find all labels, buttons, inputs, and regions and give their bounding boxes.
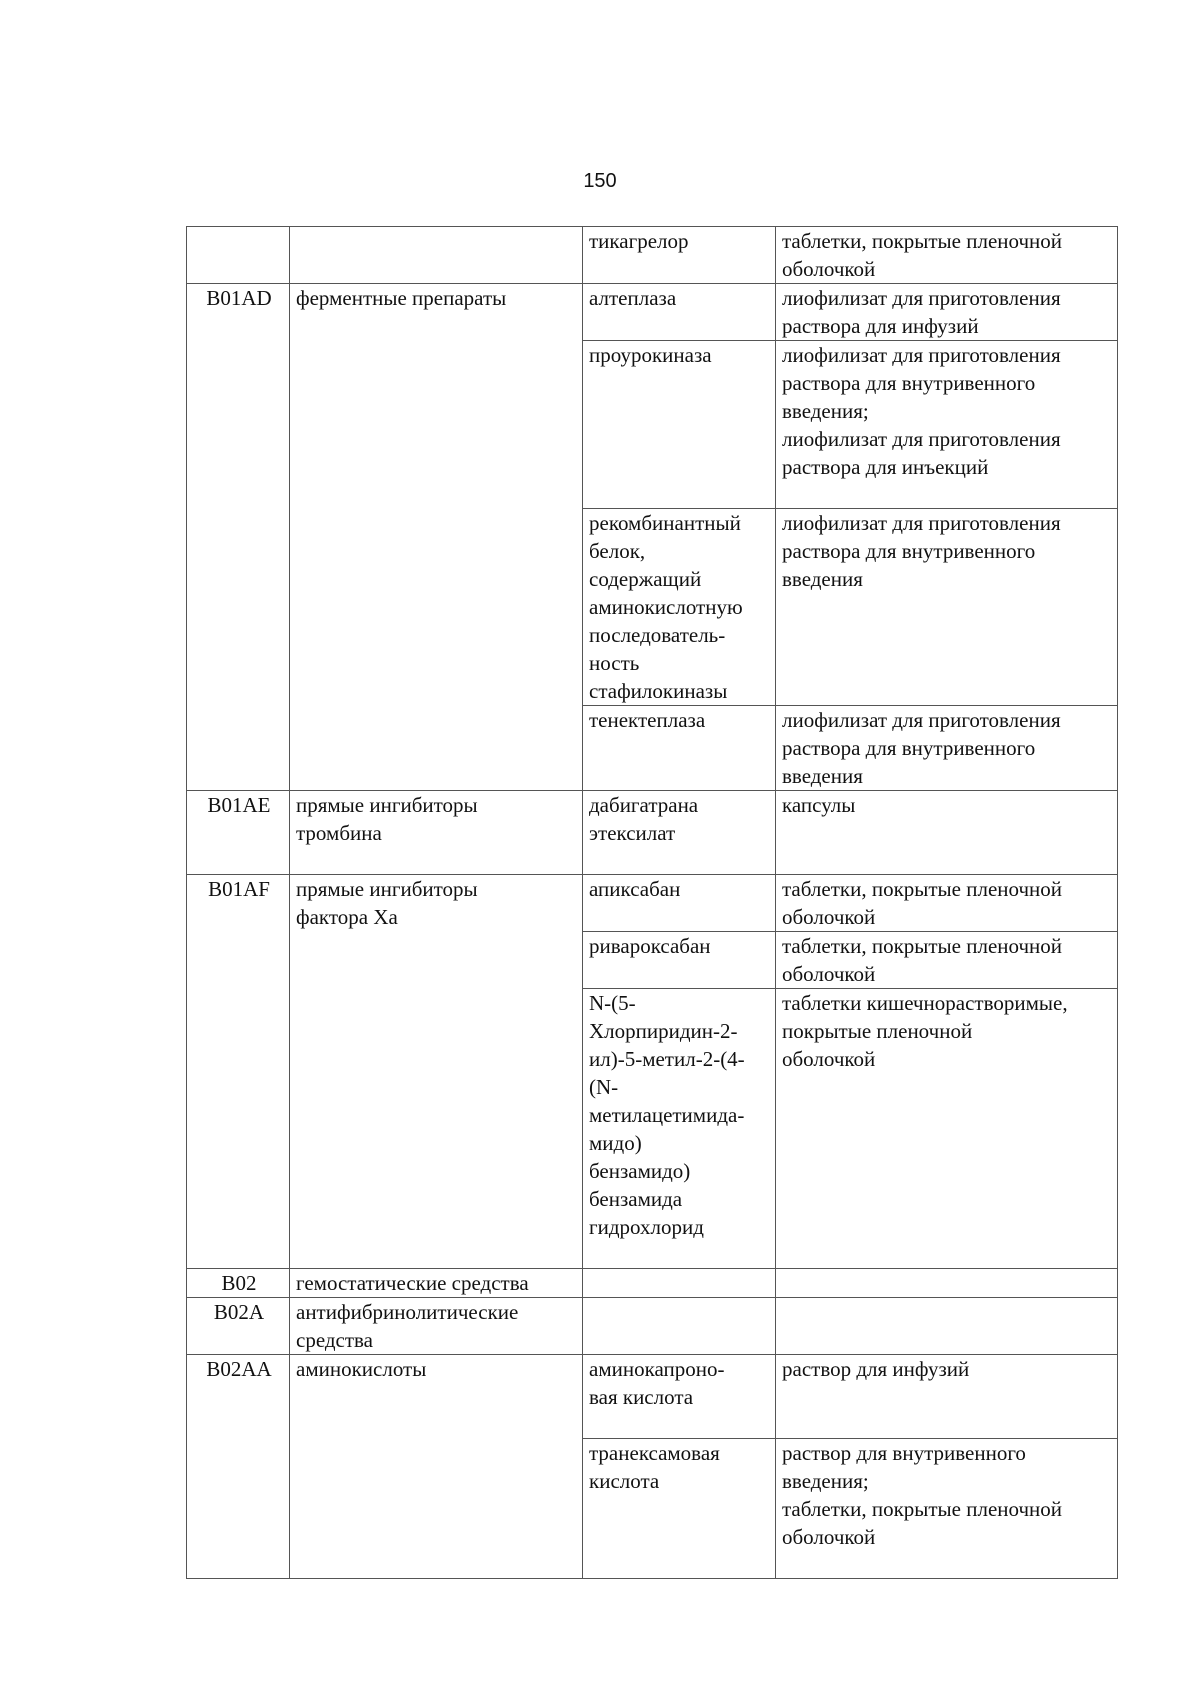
dosage-form-cell: лиофилизат для приготовления раствора для инфузий [776, 284, 1118, 341]
atc-code-cell: B02 [187, 1269, 290, 1298]
drug-name-cell: дабигатрана этексилат [583, 791, 776, 875]
dosage-form-cell: таблетки кишечнорастворимые, покрытые пленочной оболочкой [776, 989, 1118, 1269]
group-cell: гемостатические средства [290, 1269, 583, 1298]
group-cell: аминокислоты [290, 1355, 583, 1579]
drug-name-cell: рекомбинантный белок, содержащий аминокислотную последователь- ность стафилокиназы [583, 509, 776, 706]
drug-name-cell [583, 1298, 776, 1355]
dosage-form-cell: таблетки, покрытые пленочной оболочкой [776, 875, 1118, 932]
atc-code-cell: B01AF [187, 875, 290, 1269]
dosage-form-cell: лиофилизат для приготовления раствора для внутривенного введения [776, 509, 1118, 706]
drug-name-cell: аминокапроно- вая кислота [583, 1355, 776, 1439]
dosage-form-cell [776, 1269, 1118, 1298]
drug-name-cell: апиксабан [583, 875, 776, 932]
table-row [187, 1298, 1118, 1355]
drug-name-cell: N-(5- Хлорпиридин-2- ил)-5-метил-2-(4- (N- метилацетимида- мидо) бензамидо) бензамида гидрохлорид [583, 989, 776, 1269]
group-cell: антифибринолитические средства [290, 1298, 583, 1355]
atc-code-cell: B02A [187, 1298, 290, 1355]
atc-code-cell [187, 227, 290, 284]
dosage-form-cell [776, 1298, 1118, 1355]
table-row [187, 1269, 1118, 1298]
drug-table [186, 226, 1118, 1579]
table-row [187, 284, 1118, 341]
table-row [187, 1355, 1118, 1439]
group-cell: ферментные препараты [290, 284, 583, 791]
drug-name-cell: тенектеплаза [583, 706, 776, 791]
group-cell: прямые ингибиторы фактора Xa [290, 875, 583, 1269]
atc-code-cell: B02AA [187, 1355, 290, 1579]
dosage-form-cell: таблетки, покрытые пленочной оболочкой [776, 227, 1118, 284]
dosage-form-cell: лиофилизат для приготовления раствора для внутривенного введения [776, 706, 1118, 791]
drug-name-cell: тикагрелор [583, 227, 776, 284]
page-number: 150 [583, 170, 617, 192]
table-row [187, 875, 1118, 932]
group-cell [290, 227, 583, 284]
drug-name-cell: алтеплаза [583, 284, 776, 341]
atc-code-cell: B01AD [187, 284, 290, 791]
table-row [187, 227, 1118, 284]
drug-name-cell [583, 1269, 776, 1298]
dosage-form-cell: раствор для внутривенного введения; таблетки, покрытые пленочной оболочкой [776, 1439, 1118, 1579]
drug-name-cell: проурокиназа [583, 341, 776, 509]
dosage-form-cell: таблетки, покрытые пленочной оболочкой [776, 932, 1118, 989]
group-cell: прямые ингибиторы тромбина [290, 791, 583, 875]
dosage-form-cell: капсулы [776, 791, 1118, 875]
table-row [187, 791, 1118, 875]
drug-name-cell: ривароксабан [583, 932, 776, 989]
drug-name-cell: транексамовая кислота [583, 1439, 776, 1579]
atc-code-cell: B01AE [187, 791, 290, 875]
dosage-form-cell: раствор для инфузий [776, 1355, 1118, 1439]
dosage-form-cell: лиофилизат для приготовления раствора для внутривенного введения; лиофилизат для приготовления раствора для инъекций [776, 341, 1118, 509]
